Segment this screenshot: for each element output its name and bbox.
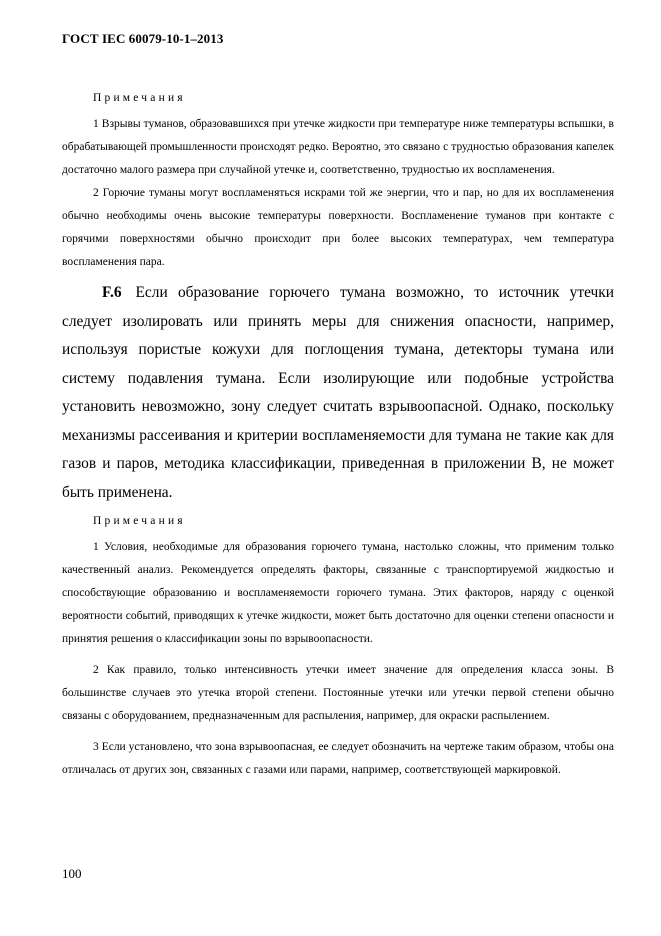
clause-number: F.6	[102, 284, 122, 301]
document-body	[62, 88, 614, 782]
note-paragraph: 1 Взрывы туманов, образовавшихся при утечке жидкости при температуре ниже температуры вспышки, в обрабатывающей промышленности происходят редко. Вероятно, это связано с трудностью образования капелек достаточно малого размера при случайной утечке и, соответственно, трудностью их воспламенения.	[62, 118, 614, 176]
document-header: ГОСТ IEC 60079-10-1–2013	[62, 31, 224, 46]
notes-label: Примечания	[93, 92, 186, 104]
note-paragraph: 2 Горючие туманы могут воспламеняться искрами той же энергии, что и пар, но для их воспламенения обычно необходимы очень высокие температуры поверхности. Воспламенение туманов при контакте с горячими поверхностями обычно происходит при более высоких температурах, чем температура воспламенения пара.	[62, 187, 614, 268]
note-paragraph: 1 Условия, необходимые для образования горючего тумана, настолько сложны, что применим только качественный анализ. Рекомендуется определять факторы, связанные с транспортируемой жидкостью и способствующие образованию и воспламеняемости горючего тумана. Этих факторов, наряду с оценкой вероятности событий, приводящих к утечке жидкости, может быть достаточно для оценки степени опасности и принятия решения о классификации зоны по взрывоопасности.	[62, 541, 614, 645]
clause-text: Если образование горючего тумана возможно, то источник утечки следует изолировать или принять меры для снижения опасности, например, используя пористые кожухи для поглощения тумана, детекторы тумана или систему подавления тумана. Если изолирующие или подобные устройства установить невозможно, зону следует считать взрывоопасной. Однако, поскольку механизмы рассеивания и критерии воспламеняемости для тумана не такие как для газов и паров, методика классификации, приведенная в приложении В, не может быть применена.	[62, 284, 614, 501]
clause-paragraph	[62, 279, 614, 507]
notes-label: Примечания	[93, 515, 186, 527]
page-number: 100	[62, 866, 82, 881]
note-paragraph: 2 Как правило, только интенсивность утечки имеет значение для определения класса зоны. В большинстве случаев это утечка второй степени. Постоянные утечки или утечки первой степени обычно связаны с оборудованием, предназначенным для распыления, например, для окраски распылением.	[62, 664, 614, 722]
note-paragraph: 3 Если установлено, что зона взрывоопасная, ее следует обозначить на чертеже таким образом, чтобы она отличалась от других зон, связанных с газами или парами, например, соответствующей маркировкой.	[62, 741, 614, 776]
